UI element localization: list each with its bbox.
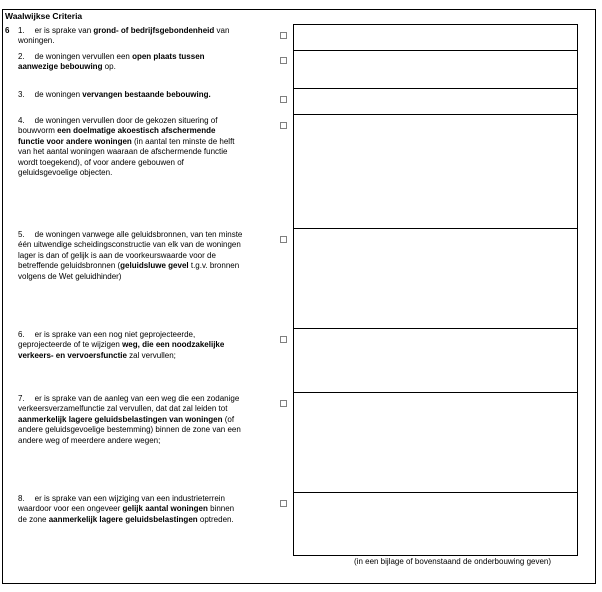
criterion-checkbox[interactable]: [280, 500, 287, 507]
criterion-text: (of andere geluidsgevoelige bestemming) binnen de zone van een andere weg of meerdere andere wegen;: [18, 414, 241, 445]
criterion-checkbox[interactable]: [280, 32, 287, 39]
criterion-text: er is sprake van: [34, 26, 94, 35]
criterion-text: op.: [102, 62, 116, 72]
criterion-emphasis: open plaats tussen aanwezige bebouwing: [18, 52, 205, 72]
criterion-number: 8.: [18, 494, 25, 503]
section-number: 6: [5, 26, 10, 35]
criterion-text: de woningen vanwege alle geluidsbronnen, van ten minste één uitwendige scheidingsconstructie van elk van de woningen lager is dan of gelijk is aan de voorkeurswaarde voor de betreffende geluidsbronnen (: [18, 230, 243, 271]
criterion-emphasis: weg, die een noodzakelijke verkeers- en vervoersfunctie: [18, 340, 225, 360]
criterion-emphasis: geluidsluwe gevel: [120, 261, 189, 271]
criterion-text: er is sprake van een wijziging van een industrieterrein waardoor voor een ongeveer: [18, 494, 225, 514]
explanation-box[interactable]: [293, 114, 578, 229]
criterion-checkbox[interactable]: [280, 96, 287, 103]
criterion-8: [18, 494, 243, 525]
criterion-emphasis: grond- of bedrijfsgebondenheid: [93, 26, 215, 35]
explanation-box[interactable]: [293, 24, 578, 51]
criterion-7: [18, 394, 243, 446]
criterion-checkbox[interactable]: [280, 236, 287, 243]
criterion-number: 2.: [18, 52, 25, 61]
explanation-box[interactable]: [293, 392, 578, 493]
criterion-2: [18, 52, 243, 73]
criterion-emphasis: gelijk aantal woningen: [122, 504, 208, 514]
section-title: Waalwijkse Criteria: [5, 11, 83, 21]
criterion-text: t.g.v. bronnen volgens de Wet geluidhinder): [18, 261, 240, 281]
criterion-text: er is sprake van de aanleg van een weg die een zodanige verkeersverzamelfunctie zal vervullen, dat dat zal leiden tot: [18, 394, 240, 414]
explanation-box[interactable]: [293, 228, 578, 329]
criterion-number: 5.: [18, 230, 25, 239]
criterion-text: de woningen vervullen een: [34, 52, 133, 61]
criterion-emphasis: een doelmatige akoestisch afschermende functie voor andere woningen: [18, 126, 216, 146]
criterion-text: van woningen.: [18, 26, 230, 46]
criterion-number: 6.: [18, 330, 25, 339]
criterion-text: er is sprake van een nog niet geprojecteerde, geprojecteerde of te wijzigen: [18, 330, 196, 350]
criterion-6: [18, 330, 243, 361]
explanation-box[interactable]: [293, 50, 578, 89]
criterion-checkbox[interactable]: [280, 336, 287, 343]
criterion-5: [18, 230, 243, 282]
criterion-text: binnen de zone: [18, 504, 235, 524]
criterion-checkbox[interactable]: [280, 57, 287, 64]
criterion-4: [18, 116, 243, 178]
criterion-emphasis: aanmerkelijk lagere geluidsbelastingen: [48, 514, 198, 524]
criterion-checkbox[interactable]: [280, 400, 287, 407]
criterion-1: [18, 26, 243, 47]
criterion-number: 7.: [18, 394, 25, 403]
footnote: (in een bijlage of bovenstaand de onderbouwing geven): [354, 557, 552, 566]
criterion-number: 1.: [18, 26, 25, 35]
criterion-emphasis: aanmerkelijk lagere geluidsbelastingen van woningen: [18, 414, 223, 424]
criterion-text: optreden.: [197, 514, 234, 524]
criterion-checkbox[interactable]: [280, 122, 287, 129]
criterion-text: zal vervullen;: [126, 350, 176, 360]
explanation-box[interactable]: [293, 328, 578, 393]
criterion-number: 4.: [18, 116, 25, 125]
explanation-box[interactable]: [293, 492, 578, 556]
criterion-text: de woningen: [34, 90, 83, 99]
explanation-box[interactable]: [293, 88, 578, 115]
criterion-text: de woningen vervullen door de gekozen situering of bouwvorm: [18, 116, 218, 136]
criterion-3: [18, 90, 243, 100]
criterion-emphasis: vervangen bestaande bebouwing.: [82, 90, 211, 99]
criterion-text: (in aantal ten minste de helft van het aantal woningen waaraan de afschermende functie wordt toegekend), of voor andere gebouwen of geluidsgevoelige objecten.: [18, 136, 235, 178]
criterion-number: 3.: [18, 90, 25, 99]
